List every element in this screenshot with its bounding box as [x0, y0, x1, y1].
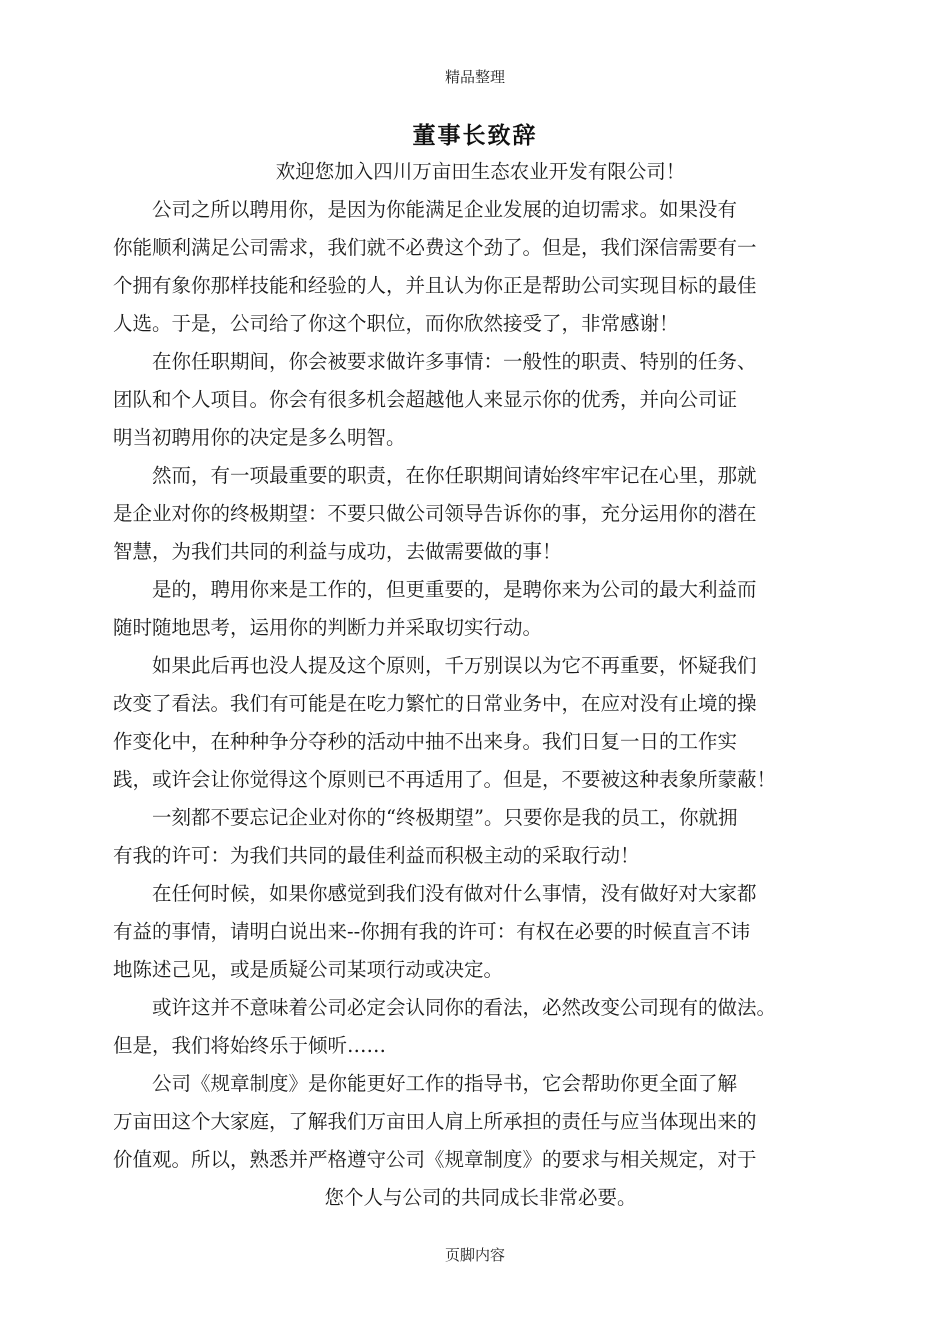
body-line: 明当初聘用你的决定是多么明智。: [113, 426, 406, 449]
body-line: 作变化中，在种种争分夺秒的活动中抽不出来身。我们日复一日的工作实: [113, 730, 738, 753]
page-footer: 页脚内容: [444, 1246, 505, 1264]
body-line: 随时随地思考，运用你的判断力并采取切实行动。: [113, 616, 543, 639]
body-line: 公司之所以聘用你，是因为你能满足企业发展的迫切需求。如果没有: [113, 198, 738, 221]
body-line: 你能顺利满足公司需求，我们就不必费这个劲了。但是，我们深信需要有一: [113, 236, 757, 259]
closing-line: 您个人与公司的共同成长非常必要。: [324, 1186, 637, 1209]
body-line: 有我的许可：为我们共同的最佳利益而积极主动的采取行动！: [113, 844, 640, 867]
body-line: 人选。于是，公司给了你这个职位，而你欣然接受了，非常感谢！: [113, 312, 679, 335]
body-line: 在任何时候，如果你感觉到我们没有做对什么事情，没有做好对大家都: [113, 882, 757, 905]
body-line: 有益的事情，请明白说出来--你拥有我的许可：有权在必要的时候直言不讳: [113, 920, 751, 943]
body-line: 一刻都不要忘记企业对你的“终极期望”。只要你是我的员工，你就拥: [113, 806, 738, 829]
body-line: 如果此后再也没人提及这个原则，千万别误以为它不再重要，怀疑我们: [113, 654, 757, 677]
body-line: 然而，有一项最重要的职责，在你任职期间请始终牢牢记在心里，那就: [113, 464, 757, 487]
body-line: 万亩田这个大家庭，了解我们万亩田人肩上所承担的责任与应当体现出来的: [113, 1110, 757, 1133]
body-line: 在你任职期间，你会被要求做许多事情：一般性的职责、特别的任务、: [113, 350, 757, 373]
body-line: 践，或许会让你觉得这个原则已不再适用了。但是，不要被这种表象所蒙蔽！: [113, 768, 777, 791]
body-line: 是的，聘用你来是工作的，但更重要的，是聘你来为公司的最大利益而: [113, 578, 757, 601]
body-line: 公司《规章制度》是你能更好工作的指导书，它会帮助你更全面了解: [113, 1072, 738, 1095]
body-line: 个拥有象你那样技能和经验的人，并且认为你正是帮助公司实现目标的最佳: [113, 274, 757, 297]
body-line: 智慧，为我们共同的利益与成功，去做需要做的事！: [113, 540, 562, 563]
page-header: 精品整理: [444, 68, 505, 86]
body-line: 团队和个人项目。你会有很多机会超越他人来显示你的优秀，并向公司证: [113, 388, 738, 411]
document-title: 董事长致辞: [412, 122, 538, 149]
body-line: 或许这并不意味着公司必定会认同你的看法，必然改变公司现有的做法。: [113, 996, 777, 1019]
body-line: 地陈述己见，或是质疑公司某项行动或决定。: [113, 958, 504, 981]
document-body: [113, 153, 848, 1217]
body-line: 是企业对你的终极期望：不要只做公司领导告诉你的事，充分运用你的潜在: [113, 502, 757, 525]
body-line: 改变了看法。我们有可能是在吃力繁忙的日常业务中，在应对没有止境的操: [113, 692, 757, 715]
body-line: 但是，我们将始终乐于倾听……: [113, 1034, 387, 1057]
body-line: 价值观。所以，熟悉并严格遵守公司《规章制度》的要求与相关规定，对于: [113, 1148, 757, 1171]
welcome-line: 欢迎您加入四川万亩田生态农业开发有限公司！: [275, 160, 686, 183]
